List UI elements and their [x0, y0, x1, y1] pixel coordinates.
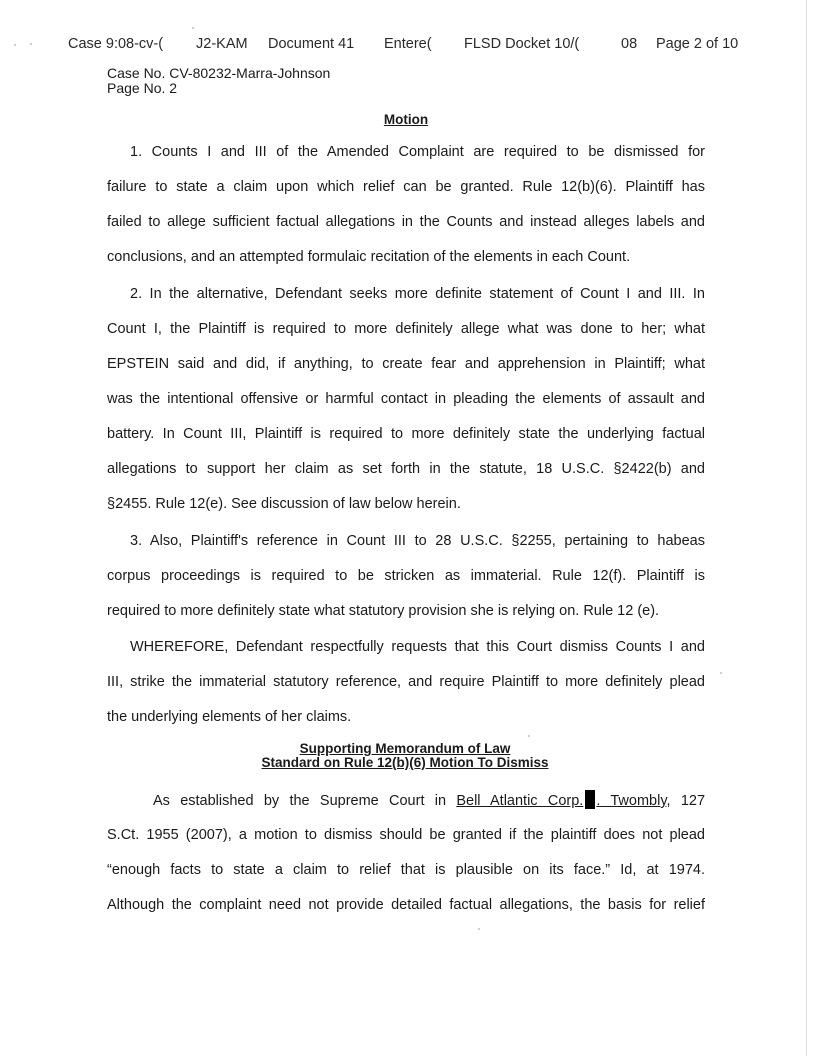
- docket-date-fragment: 08: [621, 36, 638, 52]
- docket-header: [68, 36, 768, 56]
- docket-document-number: Document 41: [268, 36, 355, 52]
- motion-line: conclusions, and an attempted formulaic recitation of the elements in each Count.: [107, 249, 631, 265]
- motion-line: §2455. Rule 12(e). See discussion of law below herein.: [107, 496, 461, 512]
- redaction-box: [585, 790, 595, 809]
- motion-line: 3. Also, Plaintiff's reference in Count III to 28 U.S.C. §2255, pertaining to habeas: [130, 533, 705, 549]
- motion-heading: Motion: [383, 112, 429, 127]
- motion-line: failed to allege sufficient factual allegations in the Counts and instead alleges labels and: [107, 214, 705, 230]
- motion-line: WHEREFORE, Defendant respectfully requests that this Court dismiss Counts I and: [130, 639, 705, 655]
- docket-case-suffix: J2-KAM: [196, 36, 248, 52]
- case-reference: [107, 66, 330, 96]
- motion-line: failure to state a claim upon which relief can be granted. Rule 12(b)(6). Plaintiff has: [107, 179, 705, 195]
- case-citation-bell-atlantic: Bell Atlantic Corp.: [456, 793, 584, 809]
- scan-speck: [720, 672, 722, 674]
- scan-speck: [14, 44, 16, 46]
- case-citation-twombly: . Twombly: [596, 793, 667, 809]
- case-number: Case No. CV-80232-Marra-Johnson: [107, 65, 331, 81]
- scan-speck: [528, 735, 530, 737]
- docket-entered: Entere(: [384, 36, 432, 52]
- memorandum-line: Although the complaint need not provide detailed factual allegations, the basis for relief: [107, 897, 705, 913]
- motion-line: 2. In the alternative, Defendant seeks more definite statement of Count I and III. In: [130, 286, 705, 302]
- memorandum-line: S.Ct. 1955 (2007), a motion to dismiss should be granted if the plaintiff does not plead: [107, 827, 705, 843]
- memorandum-heading: Supporting Memorandum of Law: [299, 741, 511, 756]
- page-number: Page No. 2: [107, 80, 178, 96]
- docket-case-number: Case 9:08-cv-(: [68, 36, 164, 52]
- motion-line: III, strike the immaterial statutory reference, and require Plaintiff to more definitely plead: [107, 674, 705, 690]
- docket-flsd-date: FLSD Docket 10/(: [464, 36, 580, 52]
- scan-edge-line: [806, 0, 807, 1056]
- docket-page-count: Page 2 of 10: [656, 36, 739, 52]
- memorandum-intro: As established by the Supreme Court in: [153, 793, 447, 809]
- motion-line: required to more definitely state what statutory provision she is relying on. Rule 12 (e).: [107, 603, 660, 619]
- memorandum-line: “enough facts to state a claim to relief that is plausible on its face.” Id, at 1974.: [107, 862, 705, 878]
- motion-line: battery. In Count III, Plaintiff is required to more definitely state the underlying factual: [107, 426, 705, 442]
- motion-line: allegations to support her claim as set forth in the statute, 18 U.S.C. §2422(b) and: [107, 461, 705, 477]
- memorandum-line: [153, 790, 705, 810]
- scan-speck: [30, 43, 32, 45]
- standard-heading: Standard on Rule 12(b)(6) Motion To Dismiss: [261, 755, 549, 770]
- motion-line: EPSTEIN said and did, if anything, to create fear and apprehension in Plaintiff; what: [107, 356, 705, 372]
- scan-speck: [478, 928, 480, 930]
- motion-line: 1. Counts I and III of the Amended Complaint are required to be dismissed for: [130, 144, 705, 160]
- citation-volume: , 127: [666, 793, 706, 809]
- motion-line: was the intentional offensive or harmful contact in pleading the elements of assault and: [107, 391, 705, 407]
- motion-line: Count I, the Plaintiff is required to more definitely allege what was done to her; what: [107, 321, 705, 337]
- motion-line: corpus proceedings is required to be stricken as immaterial. Rule 12(f). Plaintiff is: [107, 568, 705, 584]
- motion-line: the underlying elements of her claims.: [107, 709, 352, 725]
- scan-speck: [192, 27, 194, 29]
